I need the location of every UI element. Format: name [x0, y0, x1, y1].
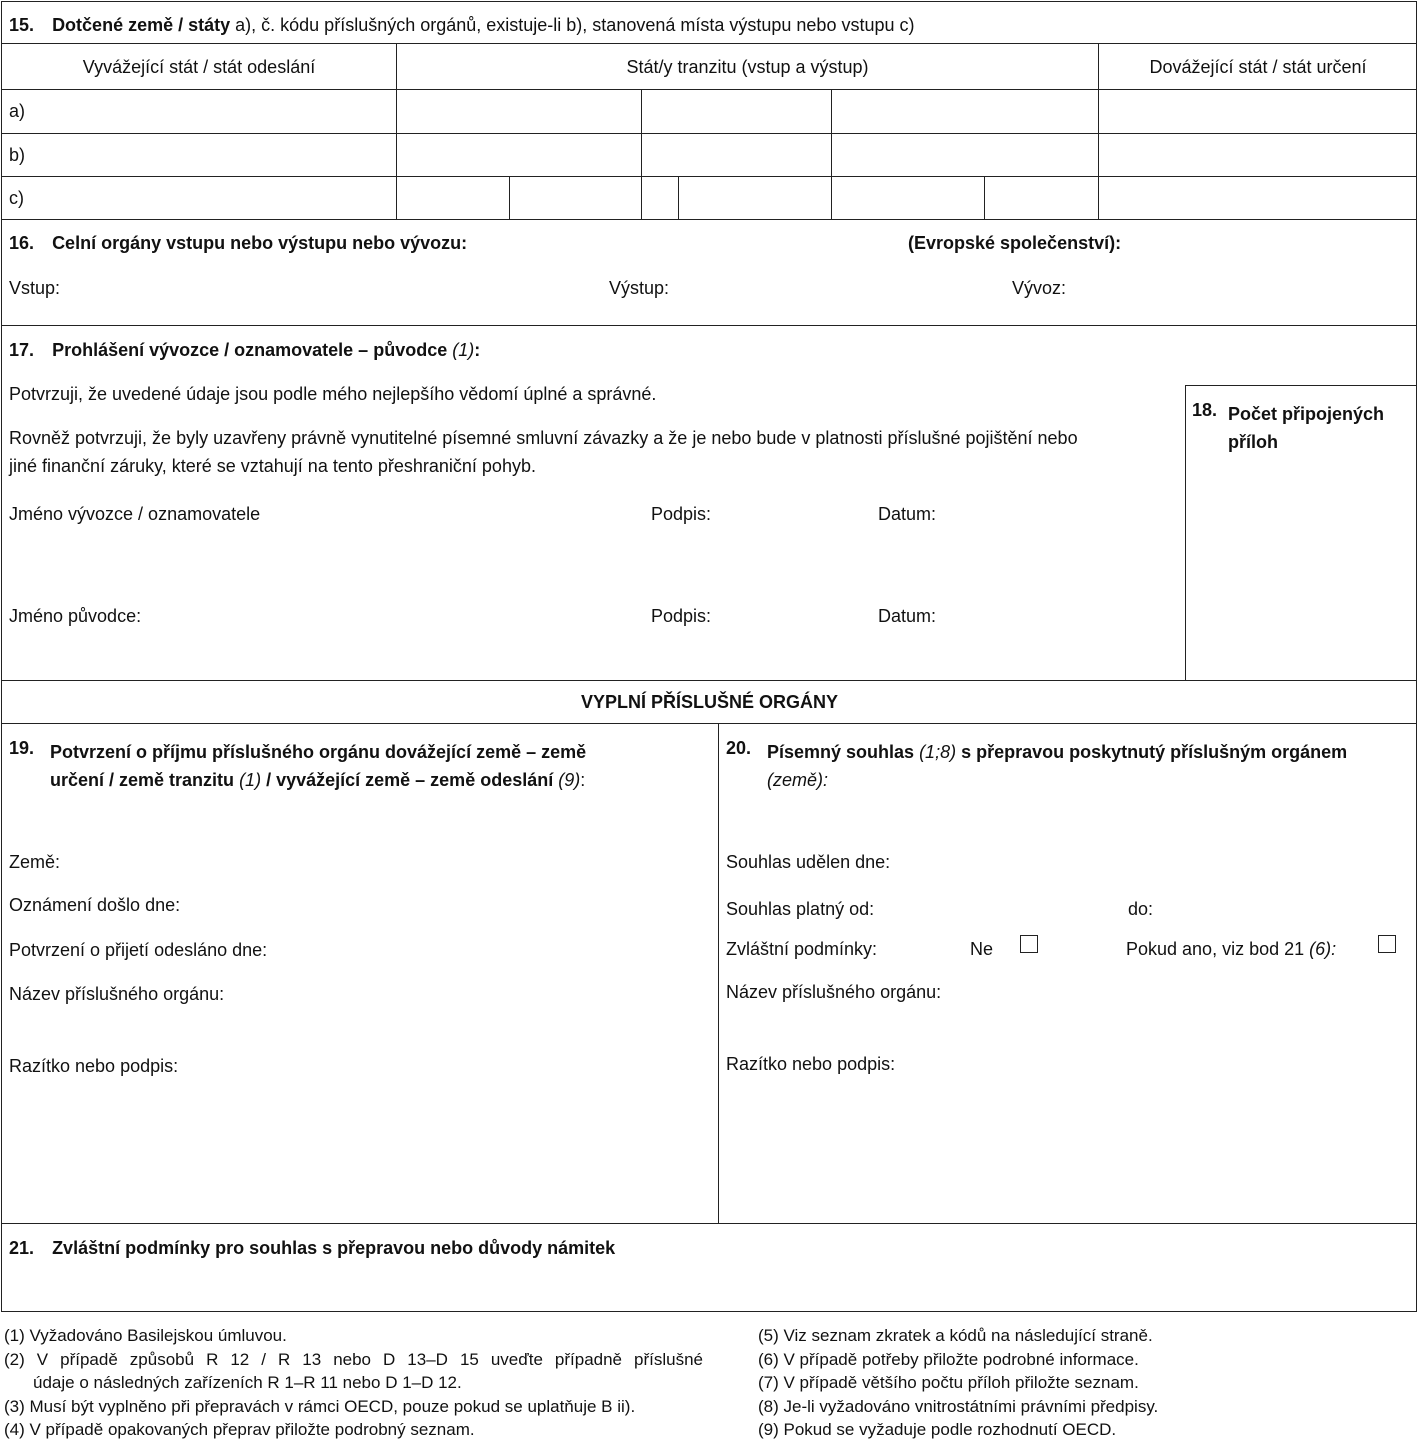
row-label-b: b) — [9, 145, 26, 165]
section-number: 21. — [9, 1238, 35, 1258]
entry-label: Vstup: — [9, 278, 61, 298]
section-16-heading: Celní orgány vstupu nebo výstupu nebo vývozu: — [52, 233, 468, 253]
footnote: (2) V případě způsobů R 12 / R 13 nebo D 13–D 15 uveďte případně příslušné — [4, 1349, 703, 1369]
no-option-label: Ne — [970, 939, 994, 959]
special-conditions-label: Zvláštní podmínky: — [726, 939, 878, 959]
consent-valid-from-label: Souhlas platný od: — [726, 899, 875, 919]
footnote: (4) V případě opakovaných přeprav přiložte podrobný seznam. — [4, 1420, 475, 1439]
acknowledgement-sent-label: Potvrzení o přijetí odesláno dne: — [9, 940, 268, 960]
section-17-heading: Prohlášení vývozce / oznamovatele – původce — [52, 340, 448, 360]
section-15-title — [9, 15, 914, 36]
section-number: 15. — [9, 15, 35, 35]
if-yes-text: Pokud ano, viz bod 21 — [1126, 939, 1305, 959]
section-18-heading-line2: příloh — [1228, 432, 1278, 452]
footnote: (6) V případě potřeby přiložte podrobné informace. — [758, 1349, 1139, 1369]
exporter-date-label: Datum: — [878, 504, 937, 524]
footnote-ref: (1;8) — [914, 742, 962, 762]
footnote-continuation: údaje o následných zařízeních R 1–R 11 nebo D 1–D 12. — [33, 1373, 462, 1392]
export-label: Vývoz: — [1012, 278, 1067, 298]
section-18-heading — [1228, 400, 1384, 456]
footnote-ref: (6): — [1309, 939, 1337, 959]
footnote: (5) Viz seznam zkratek a kódů na následující straně. — [758, 1326, 1153, 1345]
section-21-title — [9, 1238, 615, 1259]
section-15-heading-detail: a), č. kódu příslušných orgánů, existuje-li b), stanovená místa výstupu nebo vstupu c) — [230, 15, 915, 35]
if-yes-checkbox[interactable] — [1378, 935, 1396, 953]
exporter-name-label: Jméno vývozce / oznamovatele — [9, 504, 261, 524]
producer-name-label: Jméno původce: — [9, 606, 142, 626]
column-header-transit: Stát/y tranzitu (vstup a výstup) — [626, 57, 869, 77]
column-header-export: Vyvážející stát / stát odeslání — [82, 57, 316, 77]
stamp-signature-label: Razítko nebo podpis: — [9, 1056, 179, 1076]
footnote: (7) V případě většího počtu příloh přiložte seznam. — [758, 1373, 1139, 1392]
heading-colon: : — [474, 340, 481, 360]
footnote-ref: (9) — [558, 770, 581, 790]
row-label-c: c) — [9, 188, 24, 208]
declaration-text-2-cont: jiné finanční záruky, které se vztahují na tento přeshraniční pohyb. — [9, 456, 536, 476]
consent-valid-to-label: do: — [1128, 899, 1154, 919]
notification-received-label: Oznámení došlo dne: — [9, 895, 181, 915]
footnote-ref: (1) — [239, 770, 262, 790]
section-16-title — [9, 233, 467, 254]
section-20-heading-country: (země): — [767, 770, 829, 790]
footnote: (1) Vyžadováno Basilejskou úmluvou. — [4, 1326, 287, 1345]
section-19-heading-part: určení / země tranzitu — [50, 770, 235, 790]
section-19-heading-line1: Potvrzení o příjmu příslušného orgánu dovážející země – země — [50, 742, 587, 762]
exporter-signature-label: Podpis: — [651, 504, 712, 524]
section-16-community: (Evropské společenství): — [908, 233, 1122, 253]
producer-signature-label: Podpis: — [651, 606, 712, 626]
footnotes-left — [4, 1324, 703, 1442]
authority-name-label: Název příslušného orgánu: — [9, 984, 225, 1004]
producer-date-label: Datum: — [878, 606, 937, 626]
section-15-heading: Dotčené země / státy — [52, 15, 231, 35]
consent-granted-label: Souhlas udělen dne: — [726, 852, 891, 872]
footnote: (3) Musí být vyplněno při přepravách v rámci OECD, pouze pokud se uplatňuje B ii). — [4, 1396, 636, 1416]
no-checkbox[interactable] — [1020, 935, 1038, 953]
declaration-text-1: Potvrzuji, že uvedené údaje jsou podle mého nejlepšího vědomí úplné a správné. — [9, 384, 657, 404]
section-18-number: 18. — [1192, 400, 1218, 420]
country-label: Země: — [9, 852, 61, 872]
column-header-import: Dovážející stát / stát určení — [1149, 57, 1367, 77]
authority-name-label: Název příslušného orgánu: — [726, 982, 942, 1002]
heading-colon: : — [580, 770, 586, 790]
section-18-heading-line1: Počet připojených — [1228, 404, 1385, 424]
section-20-number: 20. — [726, 738, 752, 758]
declaration-text-2: Rovněž potvrzuji, že byly uzavřeny právně vynutitelné písemné smluvní závazky a že je nebo bude v platnosti příslušné pojištění nebo — [9, 428, 1078, 448]
authorities-header: VYPLNÍ PŘÍSLUŠNÉ ORGÁNY — [580, 692, 839, 712]
footnote-ref: (1) — [452, 340, 475, 360]
footnotes-right — [758, 1324, 1408, 1442]
if-yes-option-label — [1126, 939, 1336, 960]
stamp-signature-label: Razítko nebo podpis: — [726, 1054, 896, 1074]
section-17-title — [9, 340, 480, 361]
section-number: 17. — [9, 340, 35, 360]
section-19-heading-part: / vyvážející země – země odeslání — [261, 770, 554, 790]
footnote: (9) Pokud se vyžaduje podle rozhodnutí OECD. — [758, 1420, 1117, 1439]
section-19-heading — [50, 738, 586, 794]
section-20-heading-part: Písemný souhlas — [767, 742, 915, 762]
section-20-heading-part: s přepravou poskytnutý příslušným orgánem — [961, 742, 1348, 762]
section-19-number: 19. — [9, 738, 35, 758]
row-label-a: a) — [9, 101, 26, 121]
section-20-heading — [767, 738, 1347, 794]
exit-label: Výstup: — [609, 278, 670, 298]
section-number: 16. — [9, 233, 35, 253]
section-21-heading: Zvláštní podmínky pro souhlas s přepravou nebo důvody námitek — [52, 1238, 616, 1258]
footnote: (8) Je-li vyžadováno vnitrostátními právními předpisy. — [758, 1396, 1159, 1416]
